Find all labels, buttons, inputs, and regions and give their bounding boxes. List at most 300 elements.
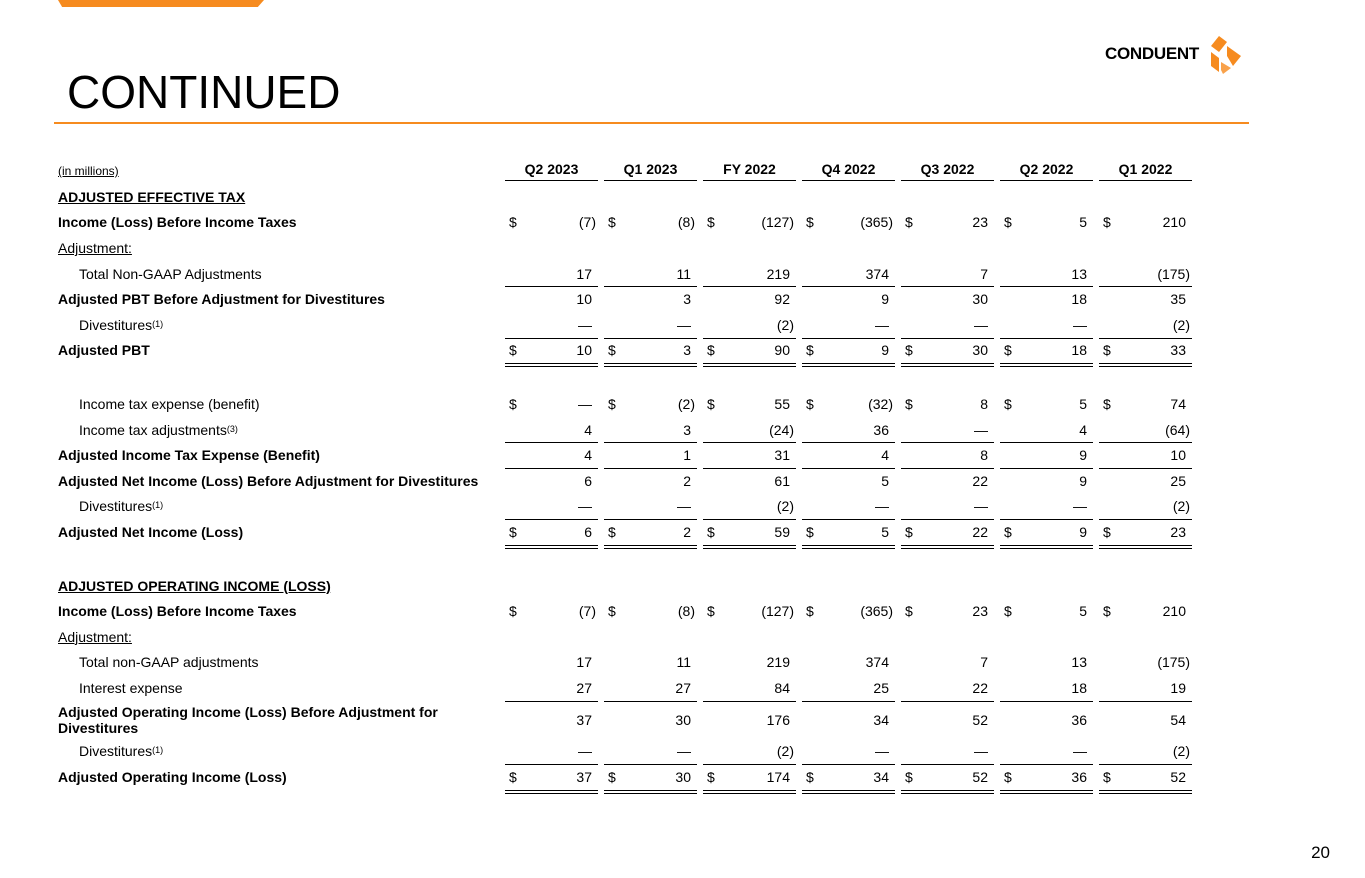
table-row: [58, 312, 1198, 338]
table-cell: [802, 338, 895, 368]
row-label-text: Adjusted Operating Income (Loss): [58, 769, 287, 786]
cell-value: —: [875, 743, 889, 760]
cell-value: (2): [1172, 316, 1190, 333]
cell-value: 34: [873, 769, 889, 786]
cell-value: 4: [584, 421, 592, 438]
cell-value: 23: [972, 603, 988, 620]
row-label-text: Adjustment:: [58, 239, 132, 256]
cell-value: 10: [576, 291, 592, 308]
cell-value: (2): [677, 395, 695, 412]
table-cell: [1000, 338, 1093, 368]
row-label: [58, 701, 488, 739]
cell-value: 11: [676, 654, 691, 671]
table-cell: [802, 675, 895, 702]
cell-value: —: [875, 316, 889, 333]
dollar-sign: $: [905, 342, 913, 359]
table-cell: [802, 519, 895, 549]
table-cell: [604, 675, 697, 702]
cell-value: 219: [766, 654, 790, 671]
cell-value: (2): [776, 316, 794, 333]
table-cell: [1099, 442, 1192, 469]
cell-value: 374: [865, 654, 889, 671]
row-label: [58, 235, 132, 261]
cell-value: (127): [761, 214, 794, 231]
table-cell: [901, 210, 994, 236]
table-header-row: [58, 158, 1198, 184]
cell-value: 9: [1079, 523, 1087, 540]
table-cell: [604, 442, 697, 469]
table-cell: [505, 210, 598, 236]
table-row: [58, 764, 1198, 790]
table-cell: [1000, 650, 1093, 676]
table-cell: [1099, 650, 1192, 676]
dollar-sign: $: [707, 523, 715, 540]
table-cell: [505, 391, 598, 417]
cell-value: 59: [774, 523, 790, 540]
column-header: Q2 2023: [505, 158, 598, 181]
row-label-text: Adjustment:: [58, 628, 132, 645]
cell-value: 4: [1079, 421, 1087, 438]
dollar-sign: $: [806, 214, 814, 231]
cell-value: 23: [972, 214, 988, 231]
dollar-sign: $: [608, 603, 616, 620]
table-cell: [901, 675, 994, 702]
table-cell: [1099, 338, 1192, 368]
dollar-sign: $: [905, 603, 913, 620]
table-cell: [1000, 739, 1093, 766]
table-cell: [604, 739, 697, 766]
cell-value: 55: [774, 395, 790, 412]
table-cell: [505, 701, 598, 739]
row-label: [79, 312, 163, 338]
table-cell: [1000, 468, 1093, 494]
cell-value: 52: [972, 711, 988, 728]
table-cell: [604, 519, 697, 549]
cell-value: 34: [873, 711, 889, 728]
cell-value: 5: [881, 523, 889, 540]
cell-value: 10: [576, 342, 592, 359]
row-label: [79, 739, 163, 765]
row-spacer: [58, 363, 1198, 391]
column-header: Q2 2022: [1000, 158, 1093, 181]
cell-value: 9: [1079, 447, 1087, 464]
cell-value: 25: [1170, 472, 1186, 489]
cell-value: 22: [972, 523, 988, 540]
table-row: [58, 675, 1198, 701]
row-label: [58, 286, 385, 312]
row-label-text: Divestitures: [79, 743, 153, 760]
table-cell: [901, 739, 994, 766]
section-heading-row: [58, 184, 1198, 210]
cell-value: (8): [677, 603, 695, 620]
table-cell: [505, 286, 598, 312]
dollar-sign: $: [806, 523, 814, 540]
table-cell: [505, 598, 598, 624]
cell-value: —: [578, 395, 592, 412]
conduent-logo: [1105, 34, 1245, 74]
table-cell: [901, 391, 994, 417]
cell-value: —: [677, 498, 691, 515]
dollar-sign: $: [1004, 603, 1012, 620]
cell-value: —: [974, 316, 988, 333]
page-number: 20: [1311, 843, 1330, 862]
cell-value: —: [875, 498, 889, 515]
table-cell: [901, 338, 994, 368]
table-cell: [1099, 417, 1192, 444]
row-label-text: Income (Loss) Before Income Taxes: [58, 214, 297, 231]
row-label-text: Divestitures: [79, 316, 153, 333]
dollar-sign: $: [1103, 395, 1111, 412]
cell-value: 9: [881, 291, 889, 308]
row-label: [79, 417, 238, 443]
footnote-marker: (3): [226, 423, 238, 434]
row-label: [79, 650, 259, 676]
footnote-marker: (1): [152, 500, 164, 511]
conduent-cube-icon: [1205, 34, 1245, 74]
table-cell: [1000, 598, 1093, 624]
table-cell: [802, 391, 895, 417]
table-cell: [1000, 675, 1093, 702]
table-cell: [1099, 210, 1192, 236]
table-cell: [703, 391, 796, 417]
table-cell: [604, 391, 697, 417]
table-cell: [1000, 391, 1093, 417]
cell-value: —: [1073, 743, 1087, 760]
cell-value: 30: [972, 291, 988, 308]
dollar-sign: $: [1103, 214, 1111, 231]
cell-value: (2): [1172, 743, 1190, 760]
row-label: [58, 468, 478, 494]
row-label: [58, 442, 320, 468]
cell-value: 5: [1079, 603, 1087, 620]
table-cell: [1000, 764, 1093, 794]
table-cell: [505, 519, 598, 549]
table-cell: [1000, 442, 1093, 469]
cell-value: 5: [1079, 214, 1087, 231]
cell-value: —: [974, 498, 988, 515]
dollar-sign: $: [509, 523, 517, 540]
row-label: [58, 598, 297, 624]
top-accent-bar: [58, 0, 264, 7]
cell-value: 5: [881, 472, 889, 489]
cell-value: —: [974, 743, 988, 760]
table-cell: [505, 675, 598, 702]
table-row: [58, 338, 1198, 364]
dollar-sign: $: [608, 214, 616, 231]
table-cell: [802, 468, 895, 494]
column-header: Q3 2022: [901, 158, 994, 181]
title-divider: [54, 122, 1249, 124]
table-cell: [703, 286, 796, 312]
table-row: [58, 468, 1198, 494]
cell-value: 52: [972, 769, 988, 786]
table-cell: [604, 261, 697, 288]
table-cell: [1099, 468, 1192, 494]
dollar-sign: $: [806, 769, 814, 786]
cell-value: 54: [1170, 711, 1186, 728]
table-cell: [1099, 675, 1192, 702]
column-header: FY 2022: [703, 158, 796, 181]
section-heading: ADJUSTED EFFECTIVE TAX: [58, 188, 246, 205]
cell-value: (365): [860, 603, 893, 620]
row-label: [58, 519, 243, 545]
cell-value: 90: [774, 342, 790, 359]
table-cell: [505, 261, 598, 288]
table-cell: [802, 286, 895, 312]
table-cell: [1099, 391, 1192, 417]
dollar-sign: $: [509, 603, 517, 620]
cell-value: (175): [1157, 654, 1190, 671]
cell-value: 10: [1170, 447, 1186, 464]
table-cell: [901, 519, 994, 549]
dollar-sign: $: [1004, 342, 1012, 359]
row-label-text: Interest expense: [79, 679, 183, 696]
table-cell: [1000, 494, 1093, 521]
dollar-sign: $: [806, 603, 814, 620]
row-label-text: Income tax expense (benefit): [79, 395, 260, 412]
cell-value: 17: [576, 265, 592, 282]
table-cell: [802, 494, 895, 521]
table-cell: [604, 312, 697, 339]
table-cell: [505, 764, 598, 794]
cell-value: 3: [683, 342, 691, 359]
cell-value: (175): [1157, 265, 1190, 282]
row-label: [58, 764, 287, 790]
cell-value: 174: [766, 769, 790, 786]
cell-value: (64): [1165, 421, 1190, 438]
cell-value: 25: [873, 679, 889, 696]
table-cell: [505, 650, 598, 676]
column-header: Q1 2023: [604, 158, 697, 181]
column-header: Q1 2022: [1099, 158, 1192, 181]
cell-value: 7: [980, 654, 988, 671]
table-cell: [703, 442, 796, 469]
cell-value: 3: [683, 421, 691, 438]
table-cell: [604, 494, 697, 521]
table-row: [58, 442, 1198, 468]
cell-value: 61: [774, 472, 790, 489]
cell-value: 7: [980, 265, 988, 282]
cell-value: 17: [576, 654, 592, 671]
cell-value: 9: [1079, 472, 1087, 489]
cell-value: —: [578, 316, 592, 333]
cell-value: 210: [1162, 603, 1186, 620]
cell-value: 36: [873, 421, 889, 438]
cell-value: 36: [1071, 769, 1087, 786]
dollar-sign: $: [509, 769, 517, 786]
table-cell: [1099, 701, 1192, 739]
table-row: [58, 494, 1198, 520]
footnote-marker: (1): [152, 745, 164, 756]
table-cell: [703, 468, 796, 494]
cell-value: (2): [1172, 498, 1190, 515]
table-cell: [505, 417, 598, 444]
cell-value: —: [1073, 498, 1087, 515]
table-cell: [703, 739, 796, 766]
row-label: [58, 624, 132, 650]
cell-value: 2: [683, 472, 691, 489]
table-cell: [901, 417, 994, 444]
cell-value: 8: [980, 395, 988, 412]
table-cell: [505, 494, 598, 521]
cell-value: 4: [881, 447, 889, 464]
cell-value: 374: [865, 265, 889, 282]
table-cell: [604, 210, 697, 236]
cell-value: 92: [774, 291, 790, 308]
row-label-text: Income (Loss) Before Income Taxes: [58, 603, 297, 620]
table-cell: [505, 739, 598, 766]
table-row: [58, 286, 1198, 312]
cell-value: (7): [578, 603, 596, 620]
cell-value: 27: [576, 679, 592, 696]
table-cell: [505, 442, 598, 469]
dollar-sign: $: [707, 603, 715, 620]
dollar-sign: $: [1004, 523, 1012, 540]
cell-value: 37: [576, 769, 592, 786]
cell-value: 30: [675, 711, 691, 728]
cell-value: (7): [578, 214, 596, 231]
cell-value: 13: [1071, 265, 1087, 282]
cell-value: (8): [677, 214, 695, 231]
dollar-sign: $: [1004, 214, 1012, 231]
table-cell: [901, 701, 994, 739]
table-cell: [703, 650, 796, 676]
table-cell: [604, 286, 697, 312]
cell-value: 22: [972, 472, 988, 489]
cell-value: 74: [1170, 395, 1186, 412]
cell-value: 18: [1071, 342, 1087, 359]
column-header: Q4 2022: [802, 158, 895, 181]
cell-value: 1: [683, 447, 691, 464]
table-cell: [901, 468, 994, 494]
dollar-sign: $: [509, 342, 517, 359]
cell-value: 219: [766, 265, 790, 282]
cell-value: 6: [584, 472, 592, 489]
table-cell: [1000, 417, 1093, 444]
cell-value: —: [1073, 316, 1087, 333]
cell-value: 8: [980, 447, 988, 464]
cell-value: 30: [972, 342, 988, 359]
dollar-sign: $: [1004, 395, 1012, 412]
dollar-sign: $: [905, 395, 913, 412]
table-cell: [1000, 312, 1093, 339]
dollar-sign: $: [707, 214, 715, 231]
units-label: (in millions): [58, 164, 119, 178]
table-cell: [802, 261, 895, 288]
table-row: [58, 598, 1198, 624]
row-label: [79, 261, 262, 287]
table-row: [58, 650, 1198, 676]
table-row: [58, 701, 1198, 739]
table-cell: [901, 312, 994, 339]
table-cell: [901, 261, 994, 288]
table-row: [58, 417, 1198, 443]
table-cell: [604, 701, 697, 739]
cell-value: 35: [1170, 291, 1186, 308]
row-label: [79, 391, 260, 417]
table-cell: [703, 701, 796, 739]
table-cell: [604, 468, 697, 494]
cell-value: 210: [1162, 214, 1186, 231]
table-cell: [802, 417, 895, 444]
table-row: [58, 391, 1198, 417]
cell-value: (24): [769, 421, 794, 438]
cell-value: (127): [761, 603, 794, 620]
table-cell: [1000, 701, 1093, 739]
table-cell: [802, 764, 895, 794]
table-cell: [802, 739, 895, 766]
dollar-sign: $: [509, 214, 517, 231]
table-cell: [604, 338, 697, 368]
cell-value: 52: [1170, 769, 1186, 786]
table-cell: [703, 494, 796, 521]
dollar-sign: $: [1103, 342, 1111, 359]
table-cell: [1099, 739, 1192, 766]
row-label: [79, 494, 163, 520]
table-cell: [1099, 312, 1192, 339]
table-cell: [604, 650, 697, 676]
dollar-sign: $: [707, 769, 715, 786]
table-cell: [604, 417, 697, 444]
logo-text: CONDUENT: [1105, 44, 1199, 63]
cell-value: 11: [676, 265, 691, 282]
row-label-text: Divestitures: [79, 498, 153, 515]
cell-value: 33: [1170, 342, 1186, 359]
cell-value: 9: [881, 342, 889, 359]
table-cell: [505, 338, 598, 368]
cell-value: 5: [1079, 395, 1087, 412]
dollar-sign: $: [1103, 603, 1111, 620]
table-cell: [604, 764, 697, 794]
row-label-text: Adjusted Operating Income (Loss) Before Adjustment for Divestitures: [58, 703, 438, 736]
cell-value: 22: [972, 679, 988, 696]
table-cell: [901, 494, 994, 521]
table-row: [58, 261, 1198, 287]
cell-value: 13: [1071, 654, 1087, 671]
table-cell: [703, 210, 796, 236]
table-cell: [802, 312, 895, 339]
cell-value: —: [578, 743, 592, 760]
row-label-text: Total non-GAAP adjustments: [79, 654, 259, 671]
cell-value: 19: [1170, 679, 1186, 696]
cell-value: (32): [868, 395, 893, 412]
cell-value: 18: [1071, 679, 1087, 696]
financial-table: [58, 158, 1198, 790]
cell-value: 6: [584, 523, 592, 540]
table-cell: [1099, 286, 1192, 312]
cell-value: 84: [774, 679, 790, 696]
table-row: [58, 235, 1198, 261]
table-cell: [802, 598, 895, 624]
table-cell: [901, 286, 994, 312]
table-cell: [1099, 494, 1192, 521]
dollar-sign: $: [707, 342, 715, 359]
row-spacer: [58, 545, 1198, 573]
table-row: [58, 519, 1198, 545]
table-cell: [1000, 519, 1093, 549]
dollar-sign: $: [806, 342, 814, 359]
table-cell: [505, 312, 598, 339]
dollar-sign: $: [608, 523, 616, 540]
cell-value: (2): [776, 498, 794, 515]
row-label-text: Adjusted Net Income (Loss) Before Adjustment for Divestitures: [58, 472, 479, 489]
table-cell: [703, 312, 796, 339]
dollar-sign: $: [707, 395, 715, 412]
table-cell: [1099, 598, 1192, 624]
cell-value: 23: [1170, 523, 1186, 540]
dollar-sign: $: [905, 523, 913, 540]
table-cell: [802, 650, 895, 676]
